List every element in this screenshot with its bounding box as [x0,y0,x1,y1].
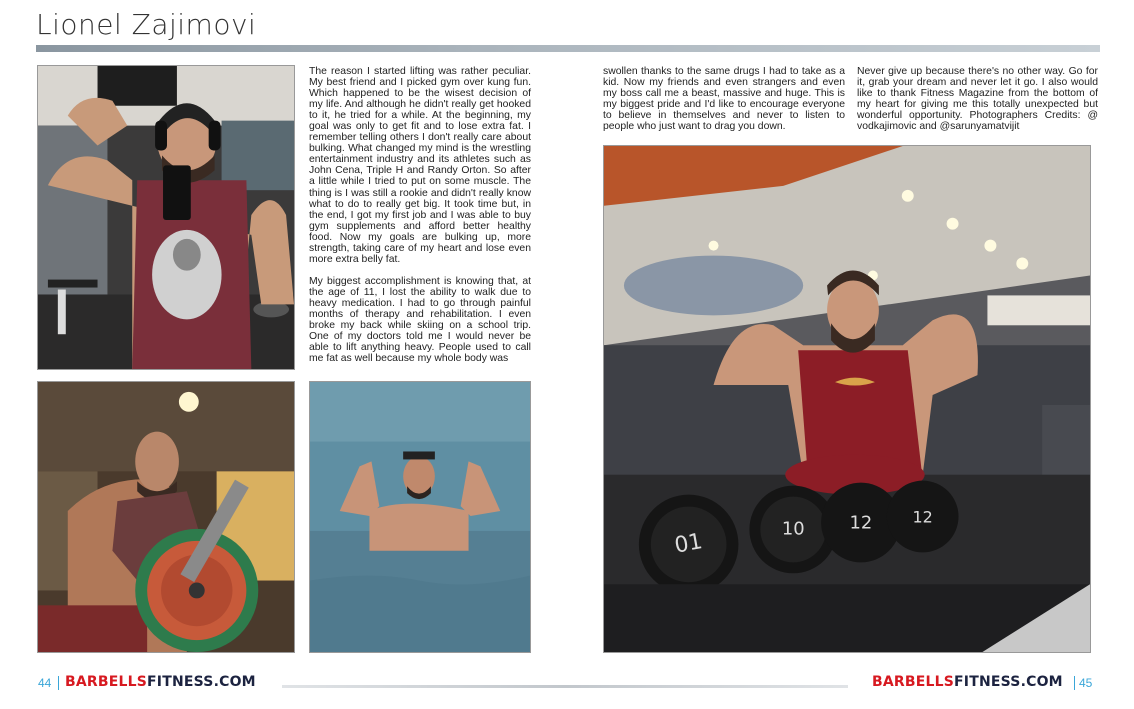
text-column-3 [857,66,1098,143]
svg-text:12: 12 [849,512,873,534]
left-brand-logo [65,674,256,690]
left-page-number: 44 [38,676,52,690]
footer-divider [282,685,848,688]
left-footer-separator [58,676,59,690]
photo-sea-flex [309,381,531,653]
text-column-2 [603,66,845,143]
text-column-1 [309,66,531,375]
title-divider [36,45,1100,52]
brand-part1: BARBELLS [65,674,148,690]
paragraph-origin-story: The reason I started lifting was rather peculiar. My best friend and I picked gym over kung fun. Which happened to be the wisest decision of my life. And although he didn't really get hooked to it, he tried for a while. At the beginning, my goal was only to get fit and to lose extra fat. I remember telling others I don't really care about bulking. What changed my mind is the wrestling entertainment industry and its athletes such as John Cena, Triple H and Randy Orton. So after a little while I tried to put on some muscle. The thing is I was still a rookie and didn't really know what to do to really get big. It took time but, in the end, I got my first job and I was able to buy gym supplements and afford better healthy food. Now my goals are bulking up, more strength, taking care of my heart and lose even more extra belly fat. [309,66,531,265]
brand-part2: FITNESS.COM [954,674,1063,690]
brand-part2: FITNESS.COM [147,674,256,690]
svg-text:01: 01 [672,529,705,559]
article-title: Lionel Zajimovi [36,8,257,41]
paragraph-never-give-up: Never give up because there's no other way. Go for it, grab your dream and never let it go. I also would like to thank Fitness Magazine from the bottom of my heart for giving me this totally unexpected but wonderful opportunity. Photographers Credits: @ vodkajimovic and @sarunyamatvijit [857,66,1098,133]
photo-squat-rack [37,381,295,653]
paragraph-pride: swollen thanks to the same drugs I had to take as a kid. Now my friends and even strangers and even my boss call me a beast, massive and huge. This is my biggest pride and I'd like to encourage everyone to believe in themselves and never to listen to people who just want to drag you down. [603,66,845,133]
right-page-number: 45 [1079,676,1093,690]
paragraph-accomplishment: My biggest accomplishment is knowing that, at the age of 11, I lost the ability to walk due to heavy medication. I had to go through painful months of therapy and rehabilitation. I even broke my back while skiing on a school trip. One of my doctors told me I would never be able to lift anything heavy. People used to call me fat as well because my whole body was [309,275,531,365]
brand-part1: BARBELLS [872,674,955,690]
photo-gym-selfie [37,65,295,370]
svg-text:10: 10 [781,518,805,540]
right-footer-separator [1074,676,1075,690]
right-brand-logo [872,674,1063,690]
photo-dumbbell-rack [603,145,1091,653]
svg-text:12: 12 [912,507,933,527]
